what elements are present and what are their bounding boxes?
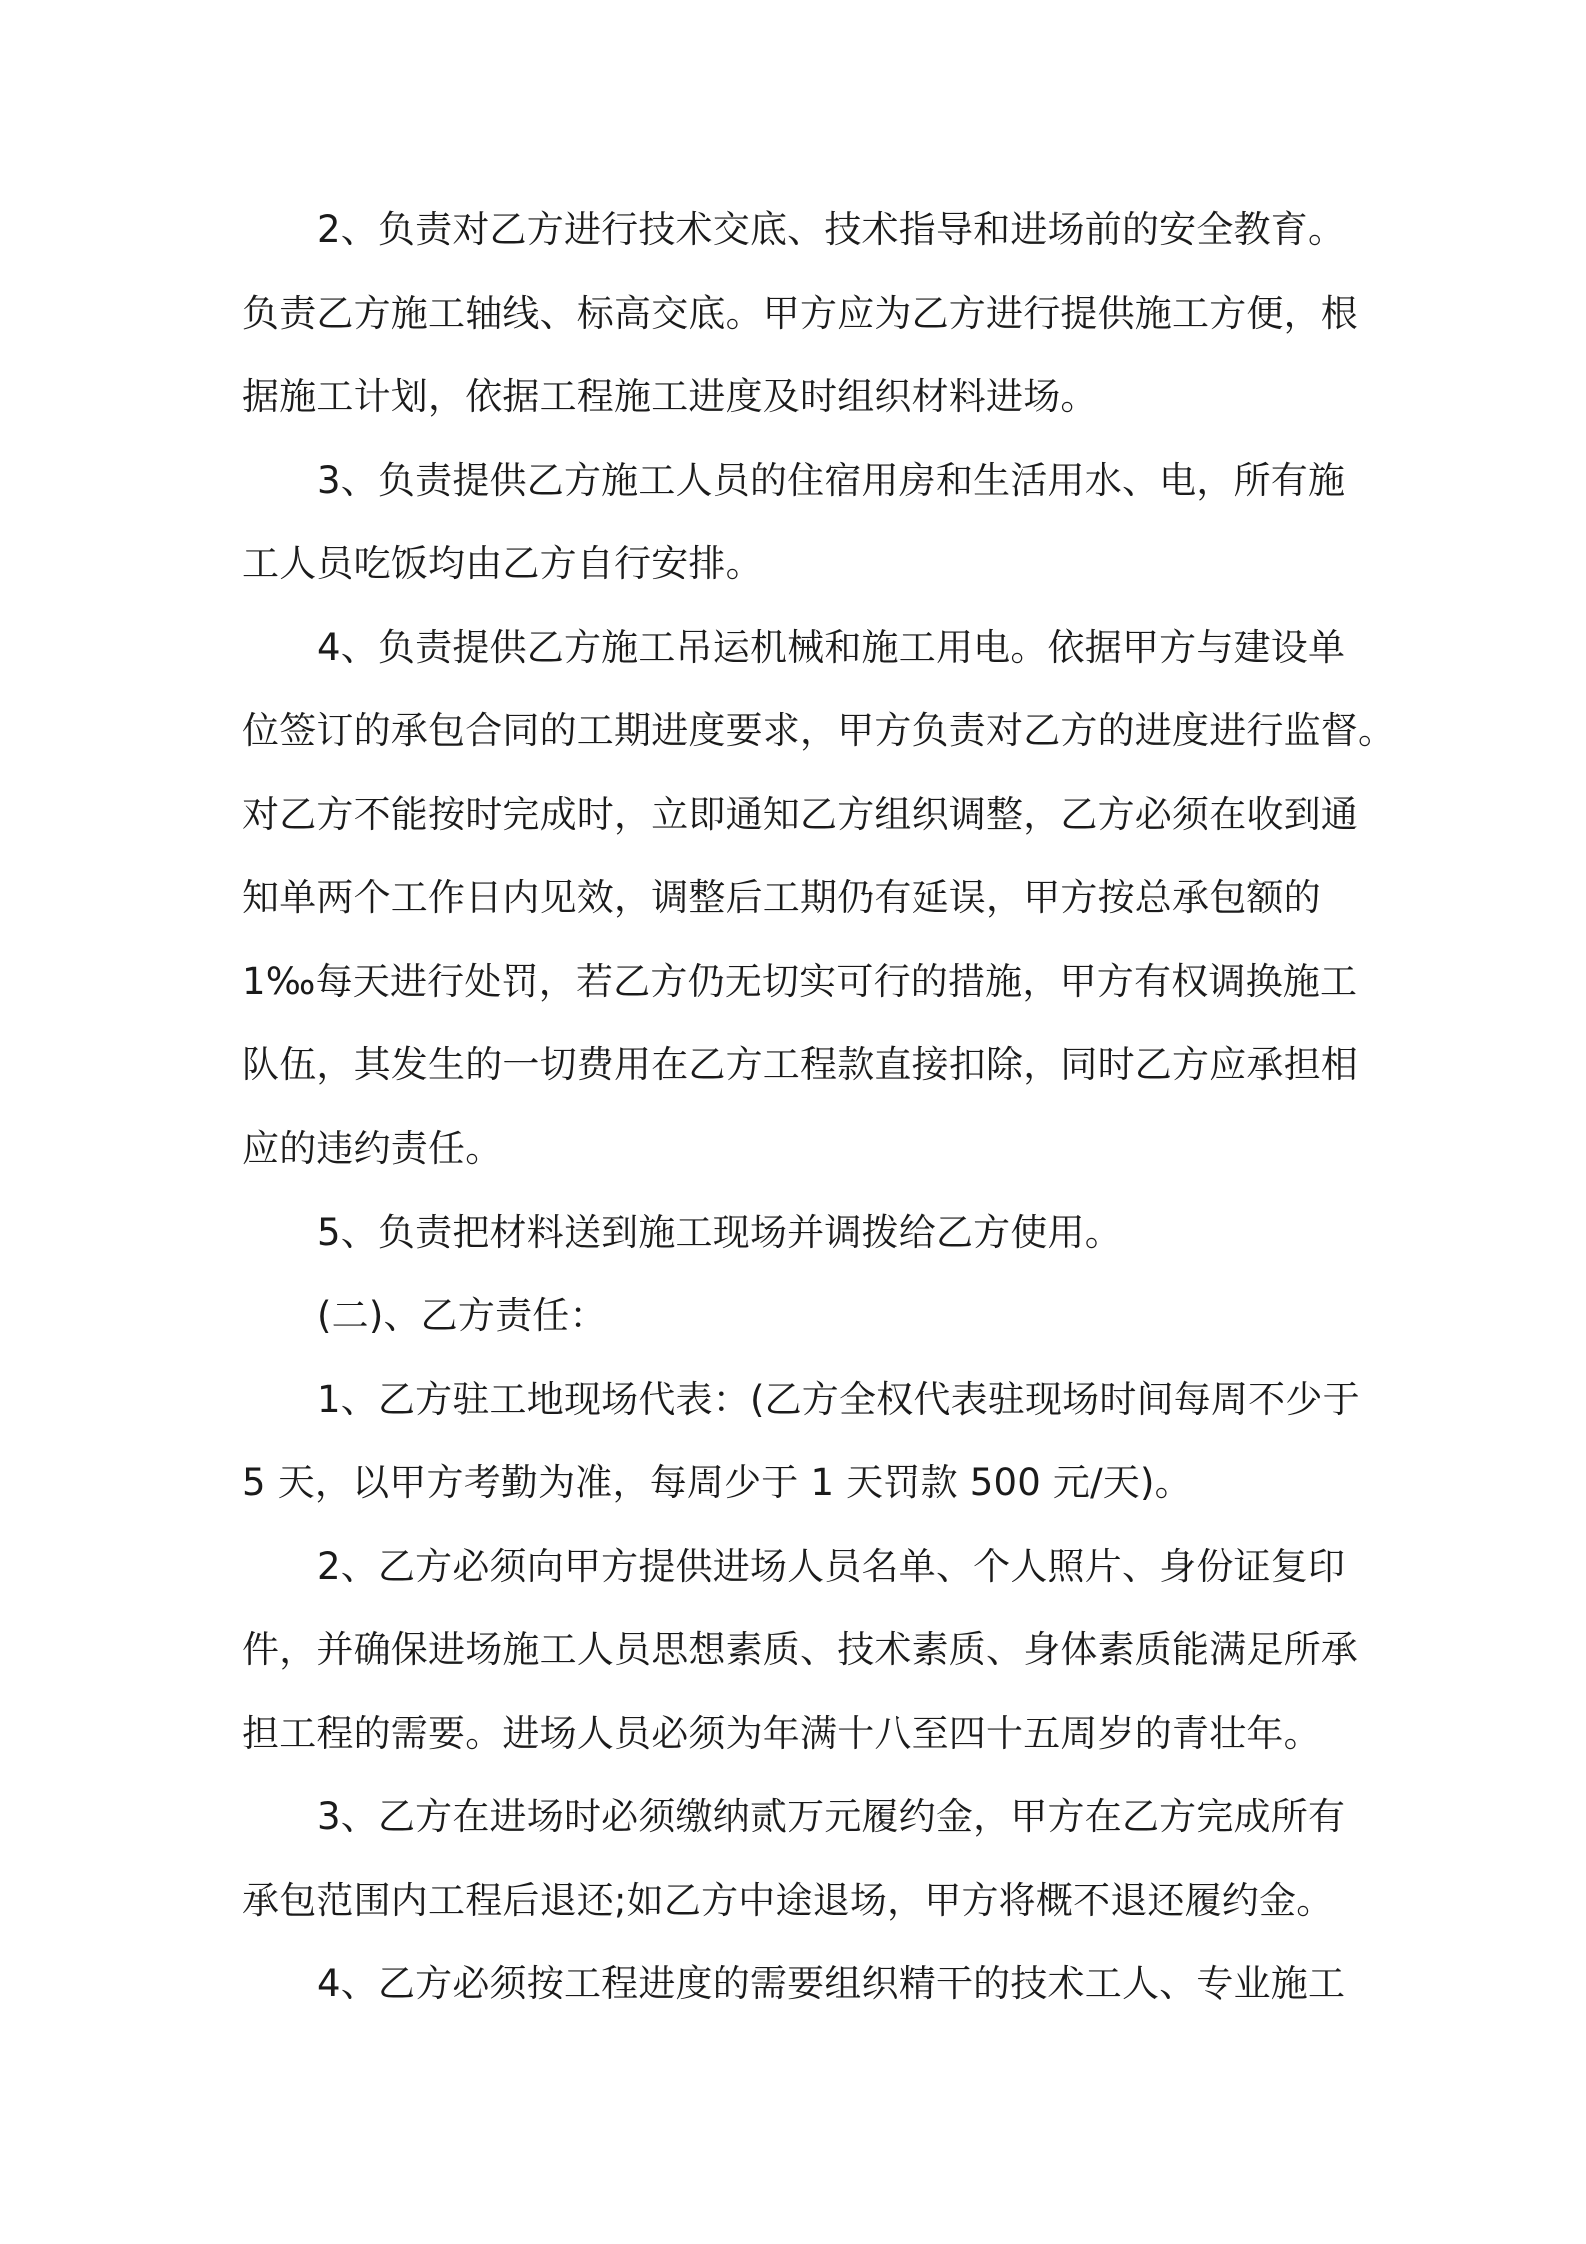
text-line: 知单两个工作日内见效，调整后工期仍有延误，甲方按总承包额的 — [242, 876, 1321, 920]
text-line: 队伍，其发生的一切费用在乙方工程款直接扣除，同时乙方应承担相 — [242, 1043, 1358, 1087]
text-line: 承包范围内工程后退还;如乙方中途退场，甲方将概不退还履约金。 — [242, 1878, 1334, 1922]
section-heading — [242, 1274, 1442, 1358]
text-line: 2、负责对乙方进行技术交底、技术指导和进场前的安全教育。 — [317, 208, 1346, 251]
document-page — [242, 188, 1442, 2026]
text-line: 担工程的需要。进场人员必须为年满十八至四十五周岁的青壮年。 — [242, 1711, 1321, 1755]
text-line: 1‰每天进行处罚，若乙方仍无切实可行的措施，甲方有权调换施工 — [242, 959, 1358, 1003]
text-line: 5 天，以甲方考勤为准，每周少于 1 天罚款 500 元/天)。 — [242, 1461, 1192, 1505]
text-line: 对乙方不能按时完成时，立即通知乙方组织调整，乙方必须在收到通 — [242, 792, 1358, 836]
text-line: 据施工计划，依据工程施工进度及时组织材料进场。 — [242, 375, 1098, 419]
party-b-clause-3-paragraph — [242, 1775, 1442, 1942]
text-line: 1、乙方驻工地现场代表：(乙方全权代表驻现场时间每周不少于 — [317, 1377, 1360, 1421]
party-b-clause-4-paragraph — [242, 1942, 1442, 2026]
clause-4-paragraph — [242, 606, 1442, 1191]
text-line: 4、负责提供乙方施工吊运机械和施工用电。依据甲方与建设单 — [317, 625, 1346, 669]
text-line: 3、负责提供乙方施工人员的住宿用房和生活用水、电，所有施 — [317, 458, 1346, 502]
text-line: 位签订的承包合同的工期进度要求，甲方负责对乙方的进度进行监督。 — [242, 709, 1396, 753]
section-heading-text: (二)、乙方责任： — [317, 1294, 607, 1338]
clause-3-paragraph — [242, 439, 1442, 606]
clause-5-paragraph — [242, 1191, 1442, 1275]
party-b-clause-2-paragraph — [242, 1525, 1442, 1776]
text-line: 2、乙方必须向甲方提供进场人员名单、个人照片、身份证复印 — [317, 1544, 1346, 1588]
party-b-clause-1-paragraph — [242, 1358, 1442, 1525]
clause-2-paragraph — [242, 188, 1442, 439]
text-line: 件，并确保进场施工人员思想素质、技术素质、身体素质能满足所承 — [242, 1628, 1358, 1672]
text-line: 3、乙方在进场时必须缴纳贰万元履约金，甲方在乙方完成所有 — [317, 1795, 1346, 1839]
text-line: 工人员吃饭均由乙方自行安排。 — [242, 542, 763, 586]
text-line: 应的违约责任。 — [242, 1127, 503, 1171]
text-line: 负责乙方施工轴线、标高交底。甲方应为乙方进行提供施工方便，根 — [242, 291, 1358, 335]
text-line: 4、乙方必须按工程进度的需要组织精干的技术工人、专业施工 — [317, 1962, 1346, 2006]
text-line: 5、负责把材料送到施工现场并调拨给乙方使用。 — [317, 1210, 1122, 1254]
